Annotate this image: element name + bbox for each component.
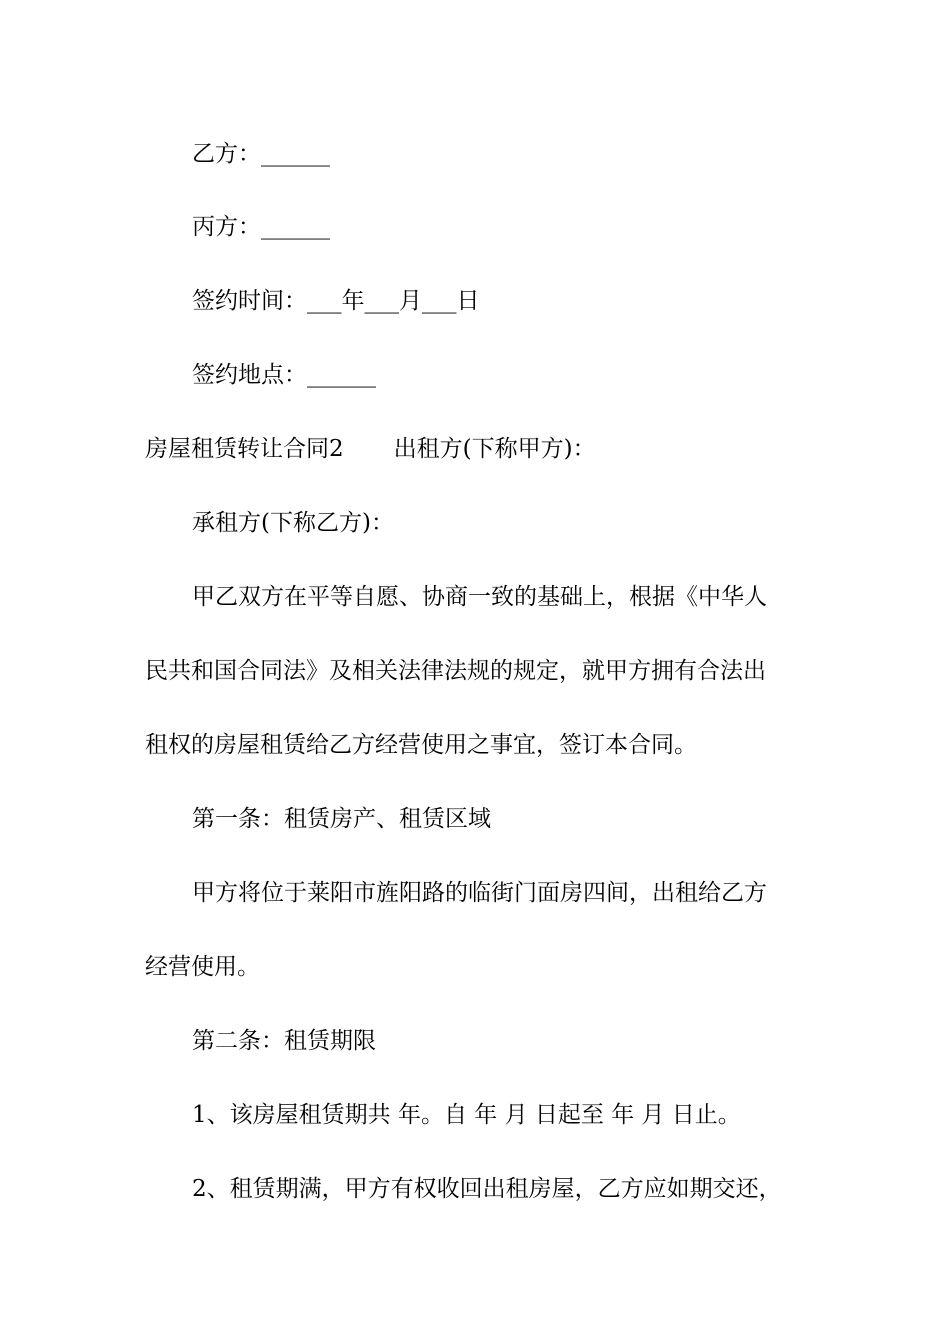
article-2-item-1: 1、该房屋租赁期共 年。自 年 月 日起至 年 月 日止。 [192, 1102, 741, 1128]
article-2-heading: 第二条：租赁期限 [192, 1028, 376, 1054]
intro-paragraph-line-2: 民共和国合同法》及相关法律法规的规定，就甲方拥有合法出 [145, 658, 766, 684]
article-1-line-1: 甲方将位于莱阳市旌阳路的临街门面房四间，出租给乙方 [192, 880, 767, 906]
lessor-label: 出租方(下称甲方)： [393, 436, 596, 462]
party-c-signature-line: 丙方：______ [192, 214, 330, 240]
lessee-label: 承租方(下称乙方)： [192, 510, 394, 536]
contract-title: 房屋租赁转让合同2 [145, 436, 344, 462]
sign-place-line: 签约地点：______ [192, 362, 376, 388]
article-1-line-2: 经营使用。 [145, 954, 260, 980]
sign-date-line: 签约时间：___年___月___日 [192, 288, 480, 314]
intro-paragraph-line-1: 甲乙双方在平等自愿、协商一致的基础上，根据《中华人 [192, 584, 767, 610]
contract-title-row [0, 434, 950, 464]
party-b-signature-line: 乙方：______ [192, 141, 330, 167]
article-1-heading: 第一条：租赁房产、租赁区域 [192, 806, 491, 832]
article-2-item-2: 2、租赁期满，甲方有权收回出租房屋，乙方应如期交还， [192, 1176, 782, 1202]
intro-paragraph-line-3: 租权的房屋租赁给乙方经营使用之事宜，签订本合同。 [145, 732, 697, 758]
